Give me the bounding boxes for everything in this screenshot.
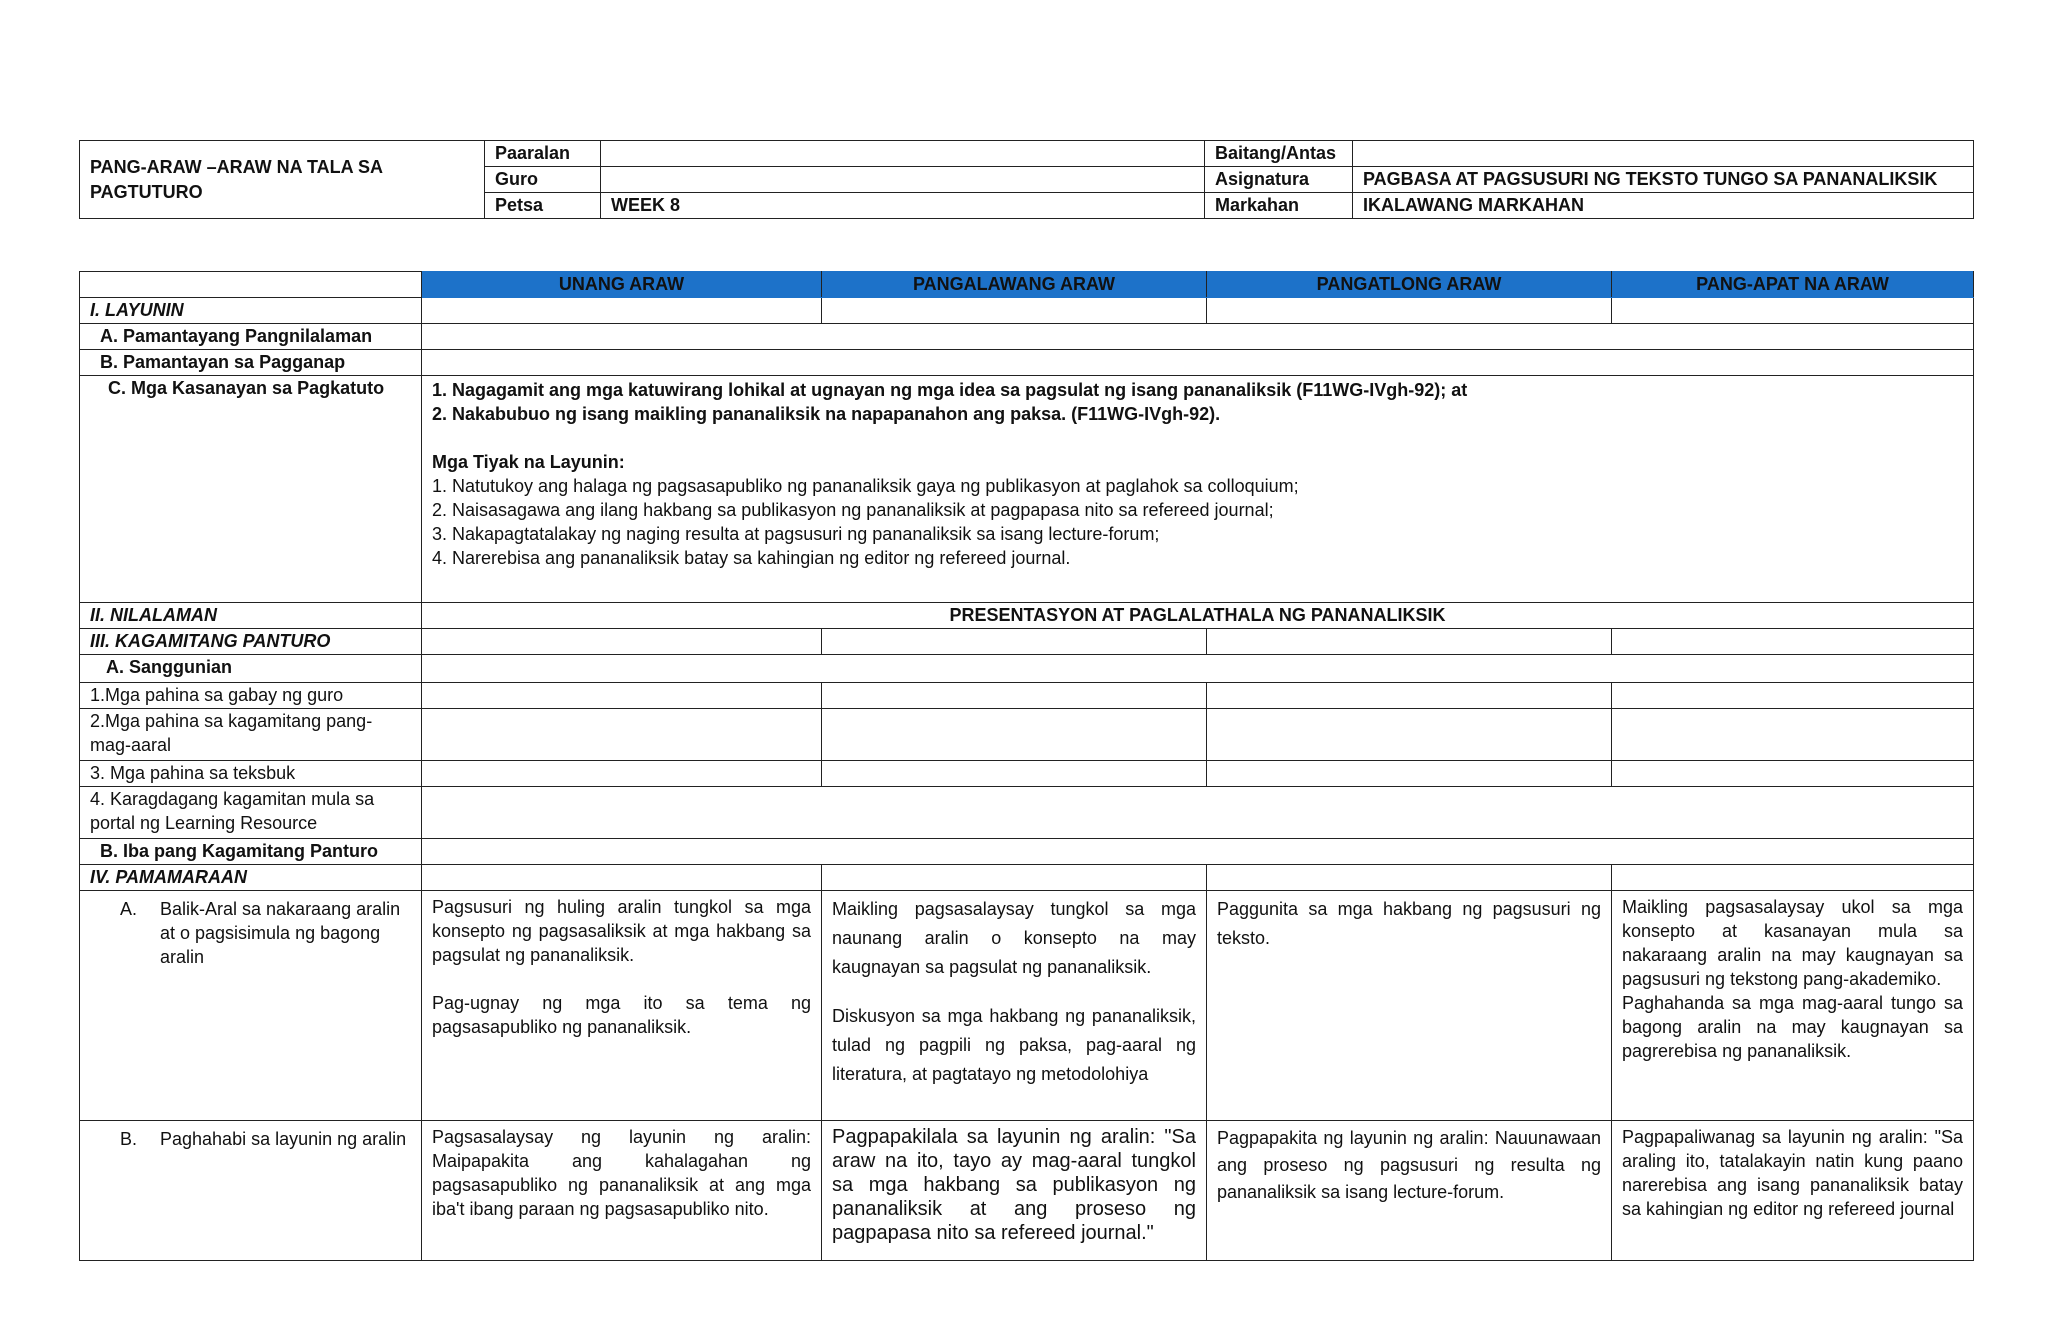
plan-title: PANG-ARAW –ARAW NA TALA SA PAGTUTURO <box>80 141 485 219</box>
day-3-header: PANGATLONG ARAW <box>1207 272 1612 298</box>
procedure-b-text: Paghahabi sa layunin ng aralin <box>160 1129 407 1149</box>
paragraph: Diskusyon sa mga hakbang ng pananaliksik, tulad ng pagpili ng paksa, pag-aaral ng literatura, at pagtatayo ng metodolohiya <box>832 1006 1196 1084</box>
cell <box>822 683 1207 709</box>
cell <box>822 709 1207 761</box>
sanggunian-value <box>422 655 1974 683</box>
label-gabay-guro: 1.Mga pahina sa gabay ng guro <box>80 683 422 709</box>
cell <box>1207 683 1612 709</box>
cell <box>1207 298 1612 324</box>
cell <box>422 683 822 709</box>
procedure-b-day-2 <box>822 1121 1207 1261</box>
baitang-value <box>1353 141 1974 167</box>
paaralan-label: Paaralan <box>485 141 601 167</box>
corner-cell <box>80 272 422 298</box>
procedure-b-day-1 <box>422 1121 822 1261</box>
cell <box>822 298 1207 324</box>
paragraph: Pagpapakilala sa layunin ng aralin: "Sa araw na ito, tayo ay mag-aaral tungkol sa mga hakbang sa publikasyon ng pananaliksik at ang proseso ng pagpapasa nito sa refereed journal." <box>832 1126 1196 1244</box>
procedure-a-text: Balik-Aral sa nakaraang aralin at o pagsisimula ng bagong aralin <box>160 899 401 967</box>
karagdagang-value <box>422 787 1974 839</box>
cell <box>422 865 822 891</box>
markahan-label: Markahan <box>1205 193 1353 219</box>
day-1-header: UNANG ARAW <box>422 272 822 298</box>
cell <box>422 761 822 787</box>
kasanayan-content <box>422 376 1974 603</box>
paragraph: Maikling pagsasalaysay tungkol sa mga naunang aralin o konsepto na may kaugnayan sa pagsulat ng pananaliksik. <box>832 899 1196 977</box>
markahan-value: IKALAWANG MARKAHAN <box>1353 193 1974 219</box>
header-table <box>79 140 1974 219</box>
procedure-a-label <box>80 891 422 1121</box>
iba-pang-value <box>422 839 1974 865</box>
paragraph: Pagpapaliwanag sa layunin ng aralin: "Sa araling ito, tatalakayin natin kung paano narerebisa ang isang pananaliksik batay sa kahingian ng editor ng refereed journal <box>1622 1127 1963 1219</box>
day-2-header: PANGALAWANG ARAW <box>822 272 1207 298</box>
nilalaman-value: PRESENTASYON AT PAGLALATHALA NG PANANALIKSIK <box>422 603 1974 629</box>
cell <box>422 709 822 761</box>
cell <box>1612 683 1974 709</box>
lesson-plan-table <box>79 271 1974 1261</box>
cell <box>1612 761 1974 787</box>
procedure-a-day-1 <box>422 891 822 1121</box>
cell <box>1207 709 1612 761</box>
cell <box>1612 709 1974 761</box>
procedure-b-letter: B. <box>120 1129 138 1149</box>
cell <box>1207 629 1612 655</box>
cell <box>422 298 822 324</box>
cell <box>822 761 1207 787</box>
procedure-a-day-2 <box>822 891 1207 1121</box>
tiyak-heading: Mga Tiyak na Layunin: <box>432 452 625 472</box>
cell <box>422 629 822 655</box>
paragraph: Paggunita sa mga hakbang ng pagsusuri ng teksto. <box>1217 899 1601 948</box>
asignatura-value: PAGBASA AT PAGSUSURI NG TEKSTO TUNGO SA PANANALIKSIK <box>1353 167 1974 193</box>
paragraph: Pagsusuri ng huling aralin tungkol sa mga konsepto ng pagsasaliksik at mga hakbang sa pagsulat ng pananaliksik. <box>432 897 811 965</box>
petsa-value: WEEK 8 <box>601 193 1205 219</box>
guro-label: Guro <box>485 167 601 193</box>
procedure-a-letter: A. <box>120 899 138 919</box>
procedure-a-day-4 <box>1612 891 1974 1121</box>
cell <box>822 865 1207 891</box>
baitang-label: Baitang/Antas <box>1205 141 1353 167</box>
cell <box>822 629 1207 655</box>
cell <box>1612 298 1974 324</box>
procedure-b-day-4 <box>1612 1121 1974 1261</box>
procedure-b-day-3 <box>1207 1121 1612 1261</box>
label-iba-pang: B. Iba pang Kagamitang Panturo <box>80 839 422 865</box>
competency-1: 1. Nagagamit ang mga katuwirang lohikal at ugnayan ng mga idea sa pagsulat ng isang pananaliksik (F11WG-IVgh-92); at <box>432 380 1468 400</box>
cell <box>1207 761 1612 787</box>
cell <box>1612 865 1974 891</box>
paragraph: Maikling pagsasalaysay ukol sa mga konsepto at kasanayan mula sa nakaraang aralin na may kaugnayan sa pagsusuri ng tekstong pang-akademiko. <box>1622 897 1963 989</box>
tiyak-item: 2. Naisasagawa ang ilang hakbang sa publikasyon ng pananaliksik at pagpapasa nito sa refereed journal; <box>432 500 1274 520</box>
section-kagamitang: III. KAGAMITANG PANTURO <box>80 629 422 655</box>
paragraph: Paghahanda sa mga mag-aaral tungo sa bagong aralin na may kaugnayan sa pagrerebisa ng pananaliksik. <box>1622 993 1963 1061</box>
label-karagdagang: 4. Karagdagang kagamitan mula sa portal ng Learning Resource <box>80 787 422 839</box>
guro-value <box>601 167 1205 193</box>
label-pamantayan-pagganap: B. Pamantayan sa Pagganap <box>80 350 422 376</box>
label-kagamitang-mag-aaral: 2.Mga pahina sa kagamitang pang-mag-aaral <box>80 709 422 761</box>
section-layunin: I. LAYUNIN <box>80 298 422 324</box>
procedure-a-day-3 <box>1207 891 1612 1121</box>
paragraph: Pagpapakita ng layunin ng aralin: Nauunawaan ang proseso ng pagsusuri ng resulta ng pananaliksik sa isang lecture-forum. <box>1217 1128 1601 1202</box>
label-sanggunian: A. Sanggunian <box>80 655 422 683</box>
tiyak-item: 3. Nakapagtatalakay ng naging resulta at pagsusuri ng pananaliksik sa isang lecture-forum; <box>432 524 1160 544</box>
pamantayang-pangnilalaman-value <box>422 324 1974 350</box>
tiyak-item: 1. Natutukoy ang halaga ng pagsasapubliko ng pananaliksik gaya ng publikasyon at paglahok sa colloquium; <box>432 476 1299 496</box>
paragraph: Pag-ugnay ng mga ito sa tema ng pagsasapubliko ng pananaliksik. <box>432 993 811 1037</box>
procedure-b-label <box>80 1121 422 1261</box>
asignatura-label: Asignatura <box>1205 167 1353 193</box>
section-pamamaraan: IV. PAMAMARAAN <box>80 865 422 891</box>
competency-2: 2. Nakabubuo ng isang maikling pananaliksik na napapanahon ang paksa. (F11WG-IVgh-92). <box>432 404 1221 424</box>
petsa-label: Petsa <box>485 193 601 219</box>
section-nilalaman: II. NILALAMAN <box>80 603 422 629</box>
label-pamantayang-pangnilalaman: A. Pamantayang Pangnilalaman <box>80 324 422 350</box>
label-kasanayan: C. Mga Kasanayan sa Pagkatuto <box>80 376 422 603</box>
tiyak-item: 4. Narerebisa ang pananaliksik batay sa kahingian ng editor ng refereed journal. <box>432 548 1071 568</box>
pamantayan-pagganap-value <box>422 350 1974 376</box>
cell <box>1612 629 1974 655</box>
cell <box>1207 865 1612 891</box>
paragraph: Pagsasalaysay ng layunin ng aralin: Maipapakita ang kahalagahan ng pagsasapubliko ng pananaliksik at ang mga iba't ibang paraan ng pagsasapubliko nito. <box>432 1127 811 1219</box>
day-4-header: PANG-APAT NA ARAW <box>1612 272 1974 298</box>
label-teksbuk: 3. Mga pahina sa teksbuk <box>80 761 422 787</box>
paaralan-value <box>601 141 1205 167</box>
